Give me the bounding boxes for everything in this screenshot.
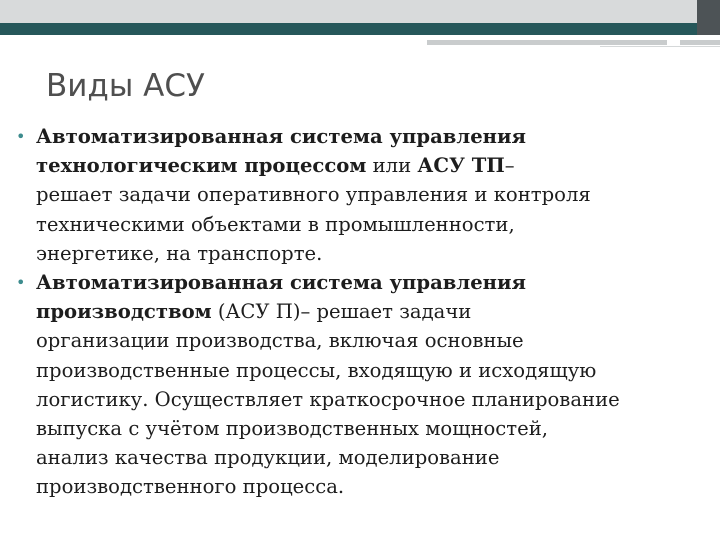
- text-line: [36, 385, 718, 414]
- text-line: [36, 180, 718, 209]
- text-run: энергетике, на транспорте.: [36, 241, 323, 265]
- text-run: производством: [36, 300, 212, 324]
- text-line: [36, 210, 718, 239]
- accent-strip: [0, 23, 720, 35]
- text-run: Автоматизированная система управления: [36, 125, 527, 148]
- text-run: или: [366, 154, 418, 178]
- text-run: Автоматизированная система управления: [36, 271, 527, 295]
- bullet-marker: •: [16, 273, 26, 293]
- text-run: анализ качества продукции, моделирование: [36, 446, 500, 470]
- decorative-line: [600, 46, 720, 47]
- text-run: производственного процесса.: [36, 475, 345, 499]
- text-run: (АСУ П)– решает задачи: [211, 300, 472, 324]
- text-line: [36, 414, 718, 443]
- header-band: [0, 0, 720, 23]
- text-run: –: [504, 154, 515, 178]
- text-line: [36, 239, 718, 268]
- decorative-bar: [427, 40, 667, 45]
- bullet-marker: •: [16, 127, 26, 146]
- text-line: [36, 268, 718, 297]
- text-line: [36, 122, 718, 151]
- text-line: [36, 326, 718, 355]
- text-line: [36, 297, 718, 326]
- text-run: АСУ ТП: [417, 154, 505, 178]
- slide-content: [14, 122, 718, 502]
- text-run: производственные процессы, входящую и исходящую: [36, 358, 597, 382]
- text-run: решает задачи оперативного управления и контроля: [36, 183, 591, 207]
- text-run: выпуска с учётом производственных мощностей,: [36, 417, 549, 441]
- text-line: [36, 151, 718, 180]
- text-line: [36, 472, 718, 501]
- text-run: логистику. Осуществляет краткосрочное планирование: [36, 387, 620, 411]
- text-run: технологическим процессом: [36, 154, 367, 178]
- slide-title: Виды АСУ: [46, 68, 205, 104]
- text-line: [36, 356, 718, 385]
- corner-block: [697, 0, 720, 35]
- text-run: техническими объектами в промышленности,: [36, 212, 515, 236]
- bullet-item: [14, 268, 718, 502]
- decorative-bar-right: [680, 40, 720, 45]
- text-run: организации производства, включая основные: [36, 329, 524, 353]
- bullet-item: [14, 122, 718, 268]
- text-line: [36, 443, 718, 472]
